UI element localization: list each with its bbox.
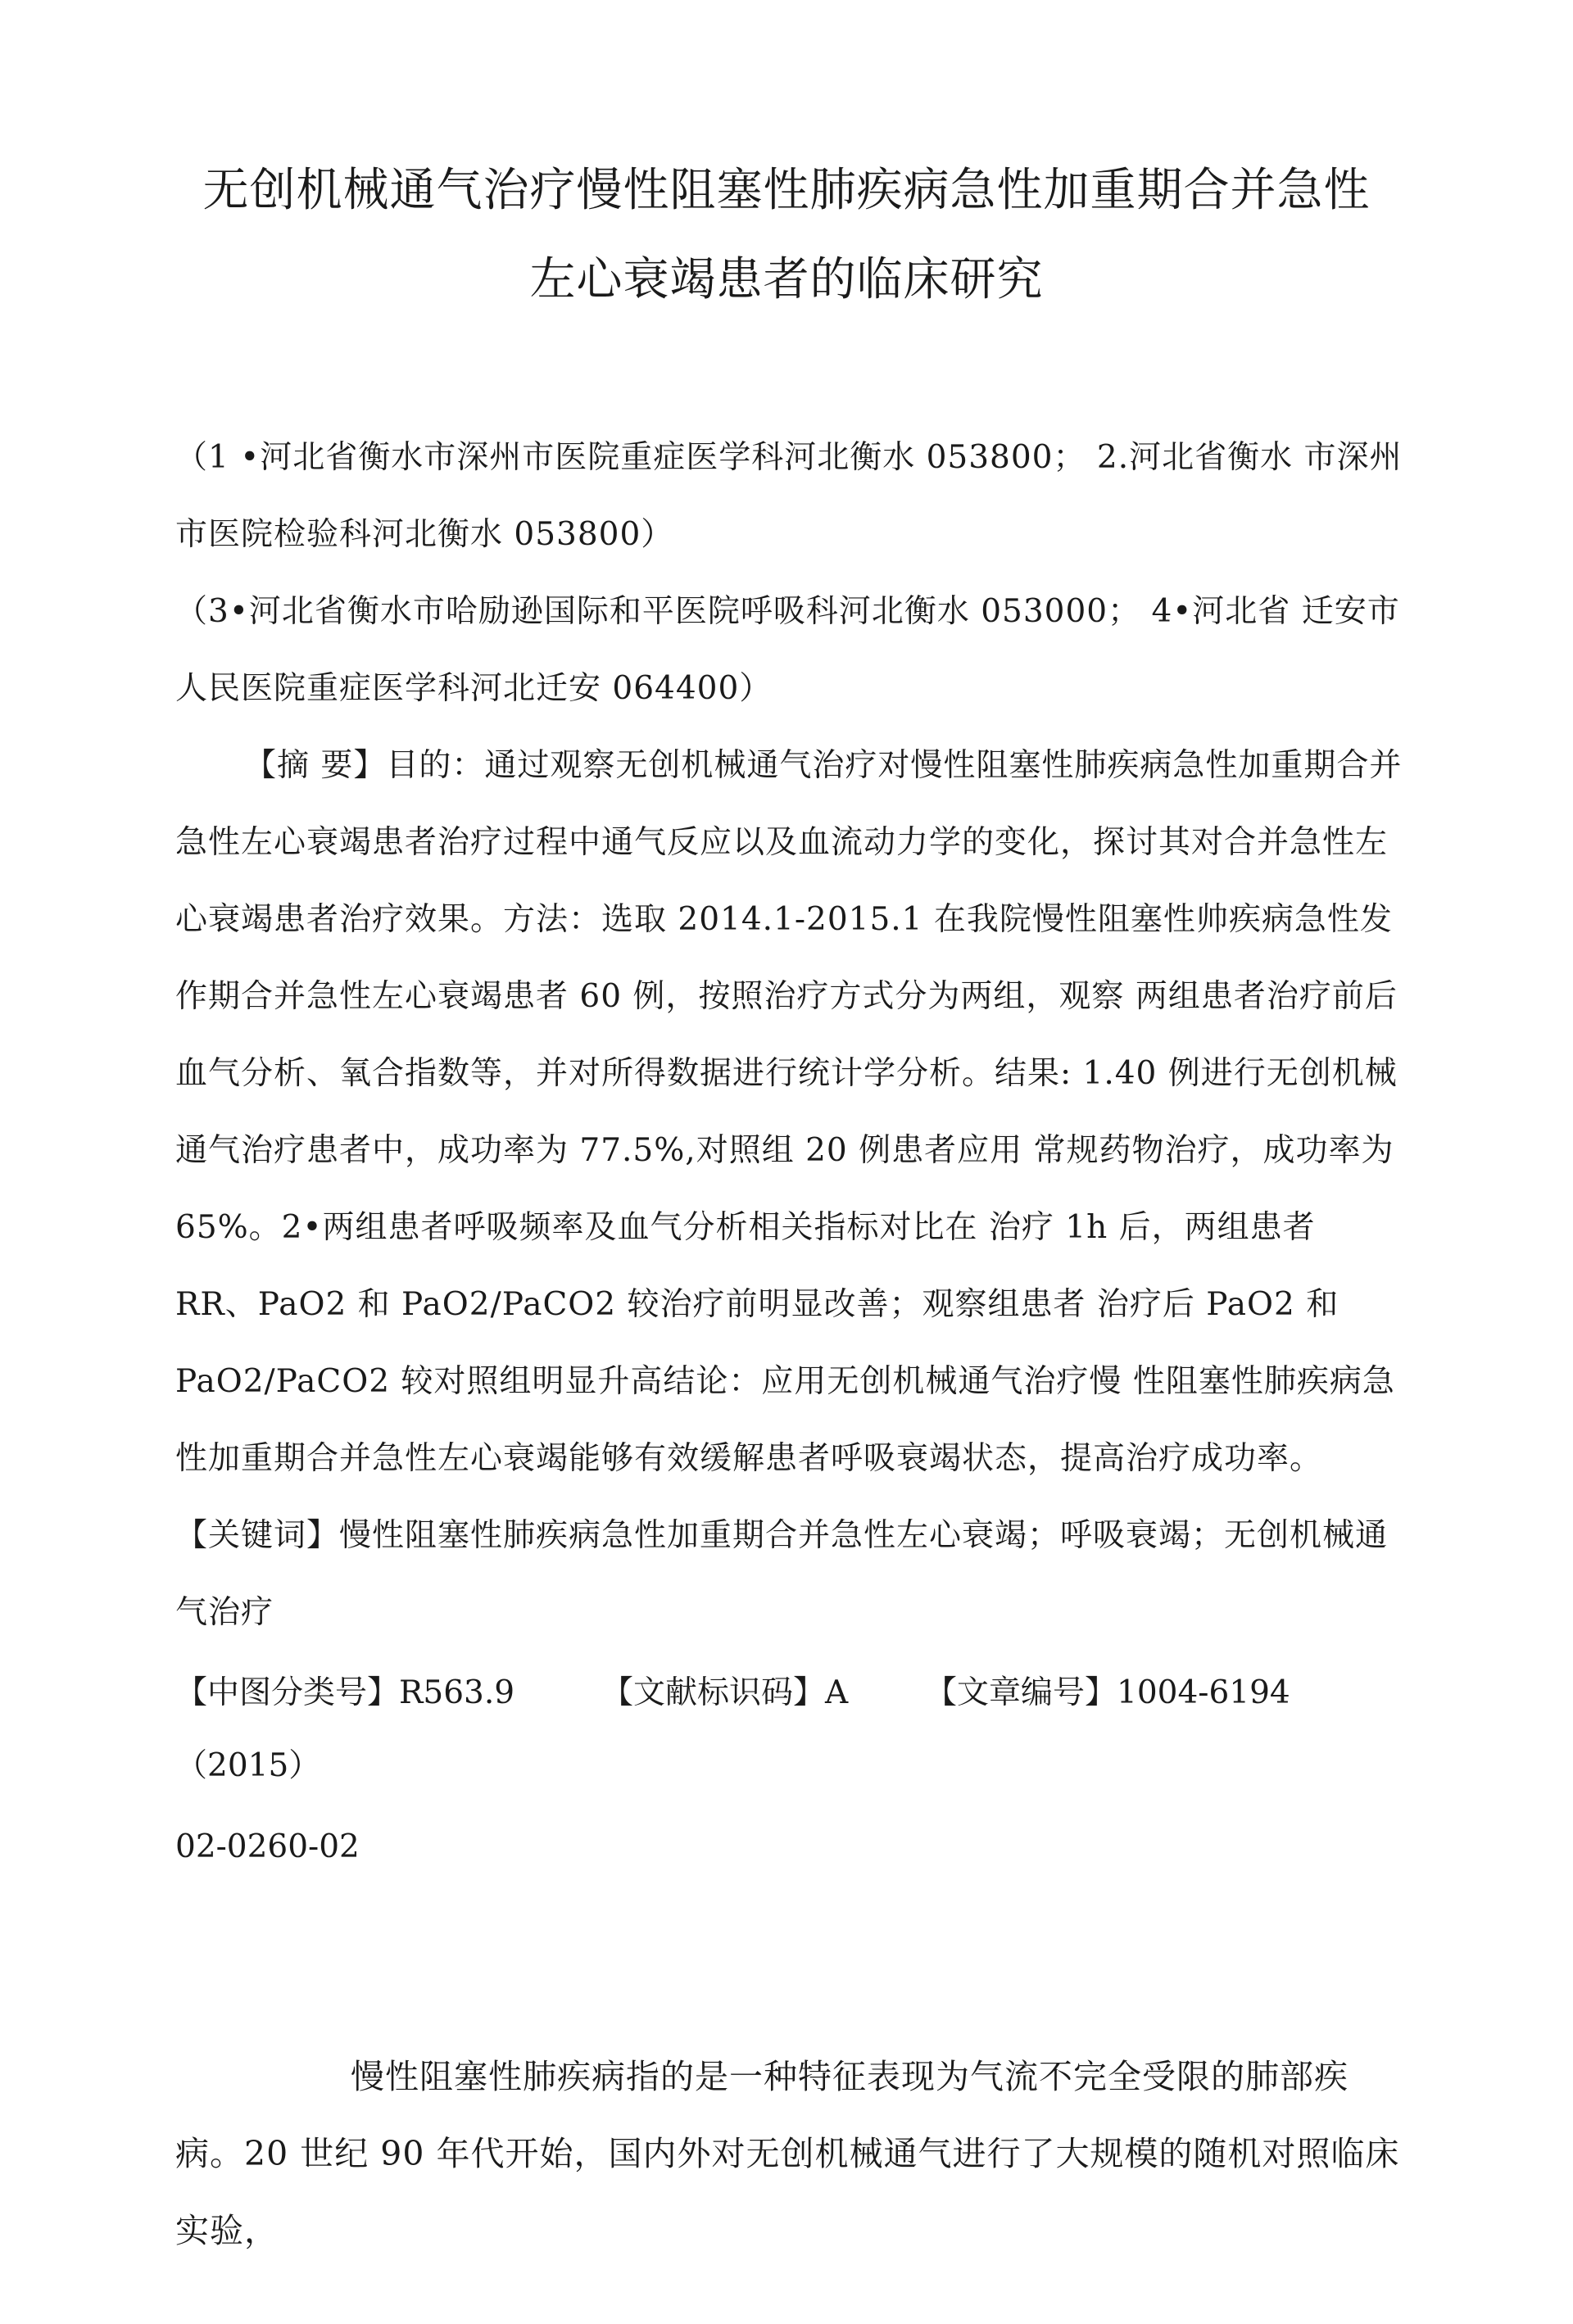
abstract-text: 目的：通过观察无创机械通气治疗对慢性阻塞性肺疾病急性加重期合并急性左心衰竭患者治疗过程中通气反应以及血流动力学的变化，探讨其对合并急性左心衰竭患者治疗效果。方法：选取 2014.1-2015.1 在我院慢性阻塞性帅疾病急性发作期合并急性左心衰竭患者 60 例，按照治疗方式分为两组，观察 两组患者治疗前后血气分析、氧合指数等，并对所得数据进行统计学分析。结果: 1.40 例进行无创机械通气治疗患者中，成功率为 77.5%,对照组 20 例患者应用 常规药物治疗，成功率为 65%。2•两组患者呼吸频率及血气分析相关指标对比在 治疗 1h 后，两组患者 RR、PaO2 和 PaO2/PaCO2 较治疗前明显改善；观察组患者 治疗后 PaO2 和 PaO2/PaCO2 较对照组明显升高结论：应用无创机械通气治疗慢 性阻塞性肺疾病急性加重期合并急性左心衰竭能够有效缓解患者呼吸衰竭状态，提高治疗成功率。 [175, 747, 1403, 1477]
abstract-label: 【摘 要】 [244, 747, 387, 784]
page-range: 02-0260-02 [175, 1828, 360, 1865]
keywords-paragraph [175, 1497, 1404, 1651]
article-number-label: 【文章编号】 [925, 1674, 1117, 1711]
clc-group [175, 1655, 601, 1732]
keywords-label: 【关键词】 [175, 1517, 340, 1554]
keywords [175, 1497, 1404, 1651]
publication-year: （2015） [175, 1747, 321, 1784]
paper-title-line-1: 无创机械通气治疗慢性阻塞性肺疾病急性加重期合并急性 [202, 164, 1371, 217]
introduction-paragraph: 慢性阻塞性肺疾病指的是一种特征表现为气流不完全受限的肺部疾病。20 世纪 90 年代开始，国内外对无创机械通气进行了大规模的随机对照临床实验， [175, 2057, 1400, 2250]
paper-title-line-2: 左心衰竭患者的临床研究 [529, 253, 1044, 306]
affiliations [175, 419, 1404, 727]
clc-value: R563.9 [399, 1674, 515, 1711]
article-number-group [925, 1655, 1290, 1732]
affiliation-2: （3•河北省衡水市哈励逊国际和平医院呼吸科河北衡水 053000； 4•河北省 迁安市人民医院重症医学科河北迁安 064400） [175, 593, 1400, 707]
doc-code-label: 【文献标识码】 [601, 1674, 826, 1711]
article-number-value: 1004-6194 [1117, 1674, 1290, 1711]
introduction [175, 2038, 1412, 2269]
keywords-text: 慢性阻塞性肺疾病急性加重期合并急性左心衰竭；呼吸衰竭；无创机械通气治疗 [175, 1517, 1389, 1631]
clc-label: 【中图分类号】 [175, 1674, 400, 1711]
affiliation-1: （1 •河北省衡水市深州市医院重症医学科河北衡水 053800； 2.河北省衡水 市深州市医院检验科河北衡水 053800） [175, 439, 1403, 553]
abstract-paragraph [175, 727, 1404, 1497]
abstract [175, 727, 1404, 1497]
classification-row [175, 1655, 1453, 1732]
doc-code-value: A [825, 1674, 849, 1711]
doc-code-group [601, 1655, 925, 1732]
